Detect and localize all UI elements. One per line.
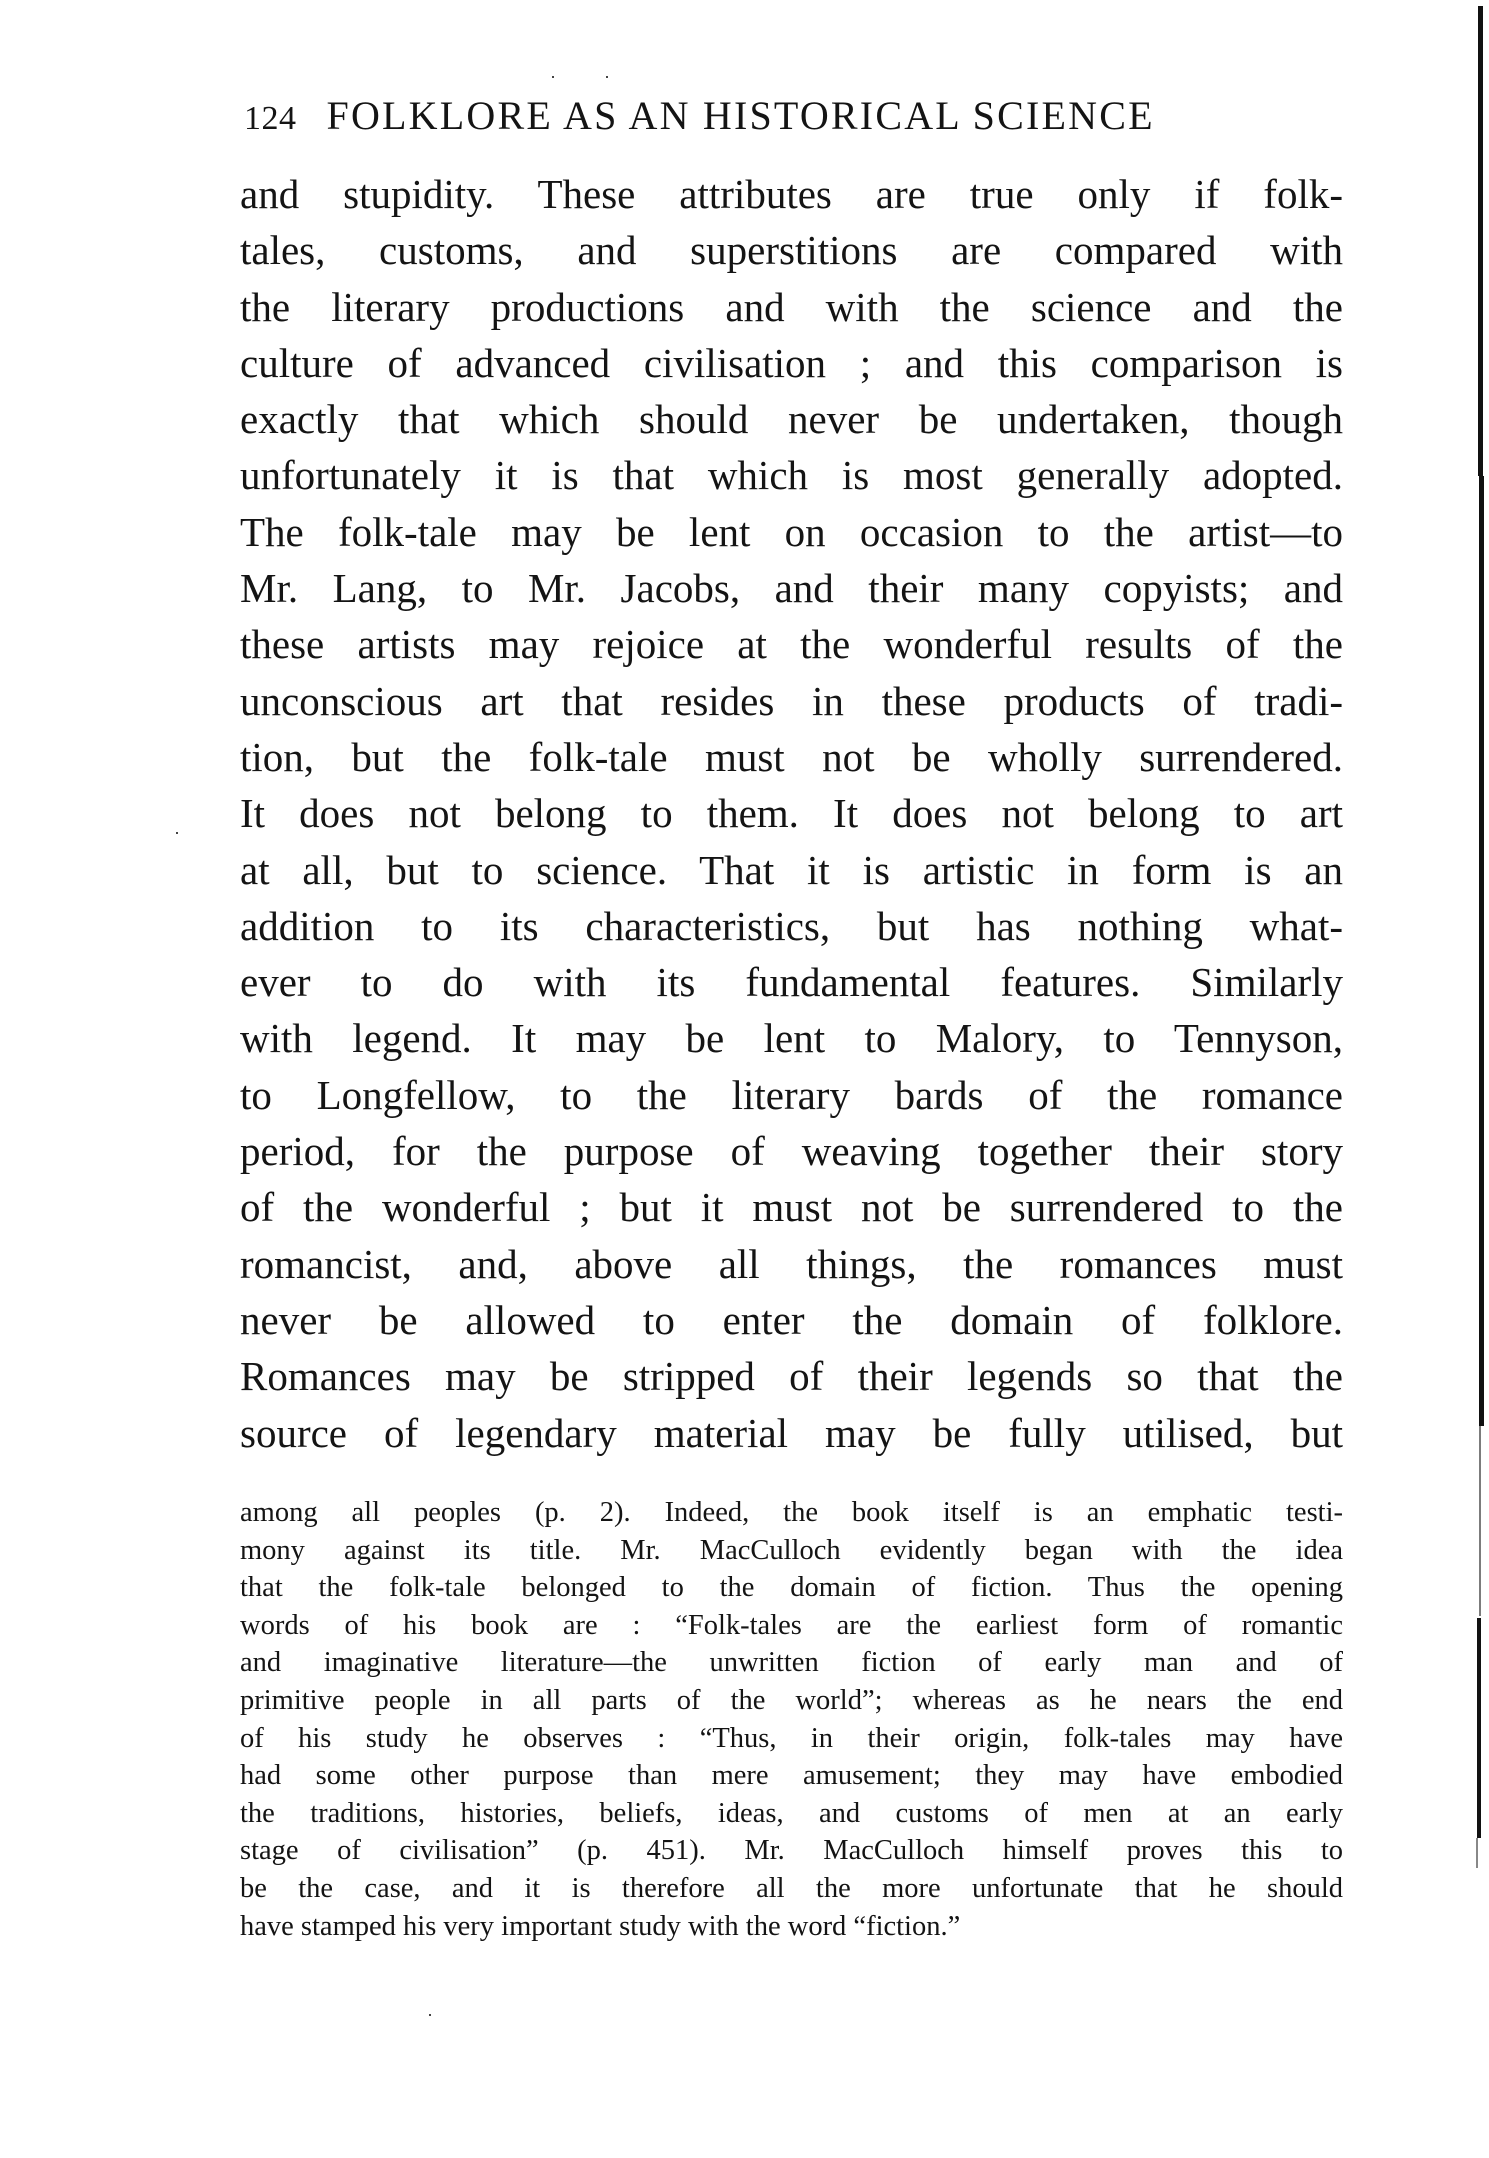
- running-head: [244, 92, 1274, 142]
- page-edge-shadow: [1479, 476, 1484, 1426]
- body-line: tales, customs, and superstitions are compared with: [240, 227, 1343, 274]
- body-line: period, for the purpose of weaving together their story: [240, 1128, 1343, 1175]
- body-line: unfortunately it is that which is most generally adopted.: [240, 452, 1343, 499]
- body-line: of the wonderful ; but it must not be surrendered to the: [240, 1184, 1343, 1231]
- body-line: these artists may rejoice at the wonderful results of the: [240, 621, 1343, 668]
- page-edge-shadow: [1478, 6, 1483, 476]
- body-line: to Longfellow, to the literary bards of the romance: [240, 1071, 1343, 1118]
- scan-speck: [606, 76, 608, 78]
- body-line: source of legendary material may be fully utilised, but: [240, 1409, 1343, 1456]
- body-line: Romances may be stripped of their legends so that the: [240, 1353, 1343, 1400]
- body-line: never be allowed to enter the domain of folklore.: [240, 1296, 1343, 1343]
- footnote: [240, 1494, 1343, 1945]
- scan-speck: [429, 2014, 431, 2016]
- body-line: addition to its characteristics, but has nothing what-: [240, 902, 1343, 949]
- footnote-line: words of his book are : “Folk-tales are the earliest form of romantic: [240, 1609, 1343, 1641]
- scan-speck: [176, 832, 178, 834]
- body-line: exactly that which should never be undertaken, though: [240, 396, 1343, 443]
- body-line: romancist, and, above all things, the romances must: [240, 1240, 1343, 1287]
- body-line: ever to do with its fundamental features. Similarly: [240, 959, 1343, 1006]
- body-line: and stupidity. These attributes are true only if folk-: [240, 171, 1343, 217]
- body-line: at all, but to science. That it is artistic in form is an: [240, 846, 1343, 893]
- body-line: unconscious art that resides in these products of tradi-: [240, 677, 1343, 724]
- page-number: 124: [244, 100, 297, 137]
- footnote-line: be the case, and it is therefore all the more unfortunate that he should: [240, 1872, 1343, 1904]
- scan-speck: [552, 76, 554, 78]
- footnote-line: the traditions, histories, beliefs, ideas, and customs of men at an early: [240, 1797, 1343, 1829]
- footnote-line: among all peoples (p. 2). Indeed, the book itself is an emphatic testi-: [240, 1497, 1343, 1528]
- footnote-line: have stamped his very important study with the word “fiction.”: [240, 1910, 961, 1942]
- page-edge-shadow: [1479, 1426, 1481, 1616]
- footnote-line: had some other purpose than mere amusement; they may have embodied: [240, 1760, 1343, 1792]
- footnote-line: and imaginative literature—the unwritten fiction of early man and of: [240, 1647, 1343, 1679]
- footnote-line: primitive people in all parts of the world”; whereas as he nears the end: [240, 1684, 1343, 1716]
- footnote-line: of his study he observes : “Thus, in their origin, folk-tales may have: [240, 1722, 1343, 1754]
- page-edge-shadow: [1476, 1838, 1478, 1868]
- running-title: FOLKLORE AS AN HISTORICAL SCIENCE: [326, 93, 1155, 138]
- footnote-line: stage of civilisation” (p. 451). Mr. MacCulloch himself proves this to: [240, 1835, 1343, 1867]
- body-line: Mr. Lang, to Mr. Jacobs, and their many copyists; and: [240, 565, 1343, 612]
- body-line: culture of advanced civilisation ; and this comparison is: [240, 339, 1343, 386]
- footnote-line: mony against its title. Mr. MacCulloch evidently began with the idea: [240, 1534, 1343, 1566]
- body-text: [240, 166, 1343, 1461]
- body-line: the literary productions and with the science and the: [240, 283, 1343, 330]
- page-edge-shadow: [1477, 1618, 1481, 1838]
- body-line: tion, but the folk-tale must not be wholly surrendered.: [240, 733, 1343, 780]
- body-line: The folk-tale may be lent on occasion to the artist—to: [240, 508, 1343, 555]
- footnote-line: that the folk-tale belonged to the domain of fiction. Thus the opening: [240, 1572, 1343, 1604]
- body-line: It does not belong to them. It does not belong to art: [240, 790, 1343, 837]
- body-line: with legend. It may be lent to Malory, to Tennyson,: [240, 1015, 1343, 1062]
